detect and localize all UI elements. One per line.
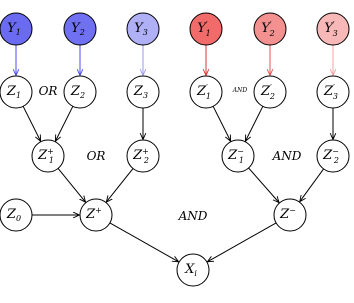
node-Z1minus [222,140,254,172]
node-circle [80,199,112,231]
node-Z2minus [317,140,349,172]
node-label: Z+ 1 [38,147,54,165]
edge-Z2-to-Z1plus [55,106,72,141]
edge-Z1-to-Z1plus [23,106,40,141]
node-Z3 [127,76,159,108]
node-label: Z′ 2 [261,83,275,101]
node-label: Z− 2 [323,147,339,165]
gate-label-or-mid: OR [86,149,106,163]
edge-Z2p-to-Z1minus [245,106,262,141]
gate-label-and-bottom: AND [178,209,208,223]
edge-Z1p-to-Z1minus [213,106,230,141]
node-label: Z− 1 [228,147,244,165]
node-Z1 [0,76,32,108]
node-Zplus [80,199,112,231]
edge-Z1minus-to-Zminus [249,168,280,203]
edge-Z1plus-to-Zplus [58,168,85,202]
node-Z2p [254,76,286,108]
node-label: Z+ 2 [133,147,149,165]
node-label: $Y_3$ [134,21,148,37]
node-label: $Z_3$ [133,84,149,100]
node-label: $X_i$ [185,262,197,278]
edge-Zplus-to-Xi [110,223,179,262]
node-Xi [177,254,209,286]
node-Z2 [64,76,96,108]
node-Y2 [64,13,96,45]
node-Z1plus [32,140,64,172]
node-label: Y′ 3 [324,20,338,38]
node-label: $Z_1$ [6,84,22,100]
node-label: $Z_2$ [70,84,86,100]
gate-label-and-mid: AND [272,149,302,163]
node-Y2p [254,13,286,45]
edge-Z2plus-to-Zplus [106,169,133,203]
edge-Zminus-to-Xi [207,223,276,262]
node-Zminus [274,199,306,231]
node-label: Z′ 1 [197,83,211,101]
node-label: Z′ 3 [324,83,338,101]
node-label: Y′ 2 [261,20,275,38]
node-Y1p [190,13,222,45]
gate-label-or-top: OR [38,84,58,98]
node-Z0 [0,199,32,231]
node-label: Z+ [86,206,102,222]
edge-Z2minus-to-Zminus [300,169,324,202]
node-Y3 [127,13,159,45]
node-Z1p [190,76,222,108]
node-label: Y′ 1 [197,20,211,38]
node-circle [274,199,306,231]
node-Y3p [317,13,349,45]
node-label: $Y_2$ [71,21,85,37]
node-Z2plus [127,140,159,172]
node-label: $Y_1$ [7,21,21,37]
node-Y1 [0,13,32,45]
gate-label-and-top-small: AND [232,87,248,94]
node-label: $Z_0$ [6,207,22,223]
node-Z3p [317,76,349,108]
node-label: Z− [280,206,296,222]
